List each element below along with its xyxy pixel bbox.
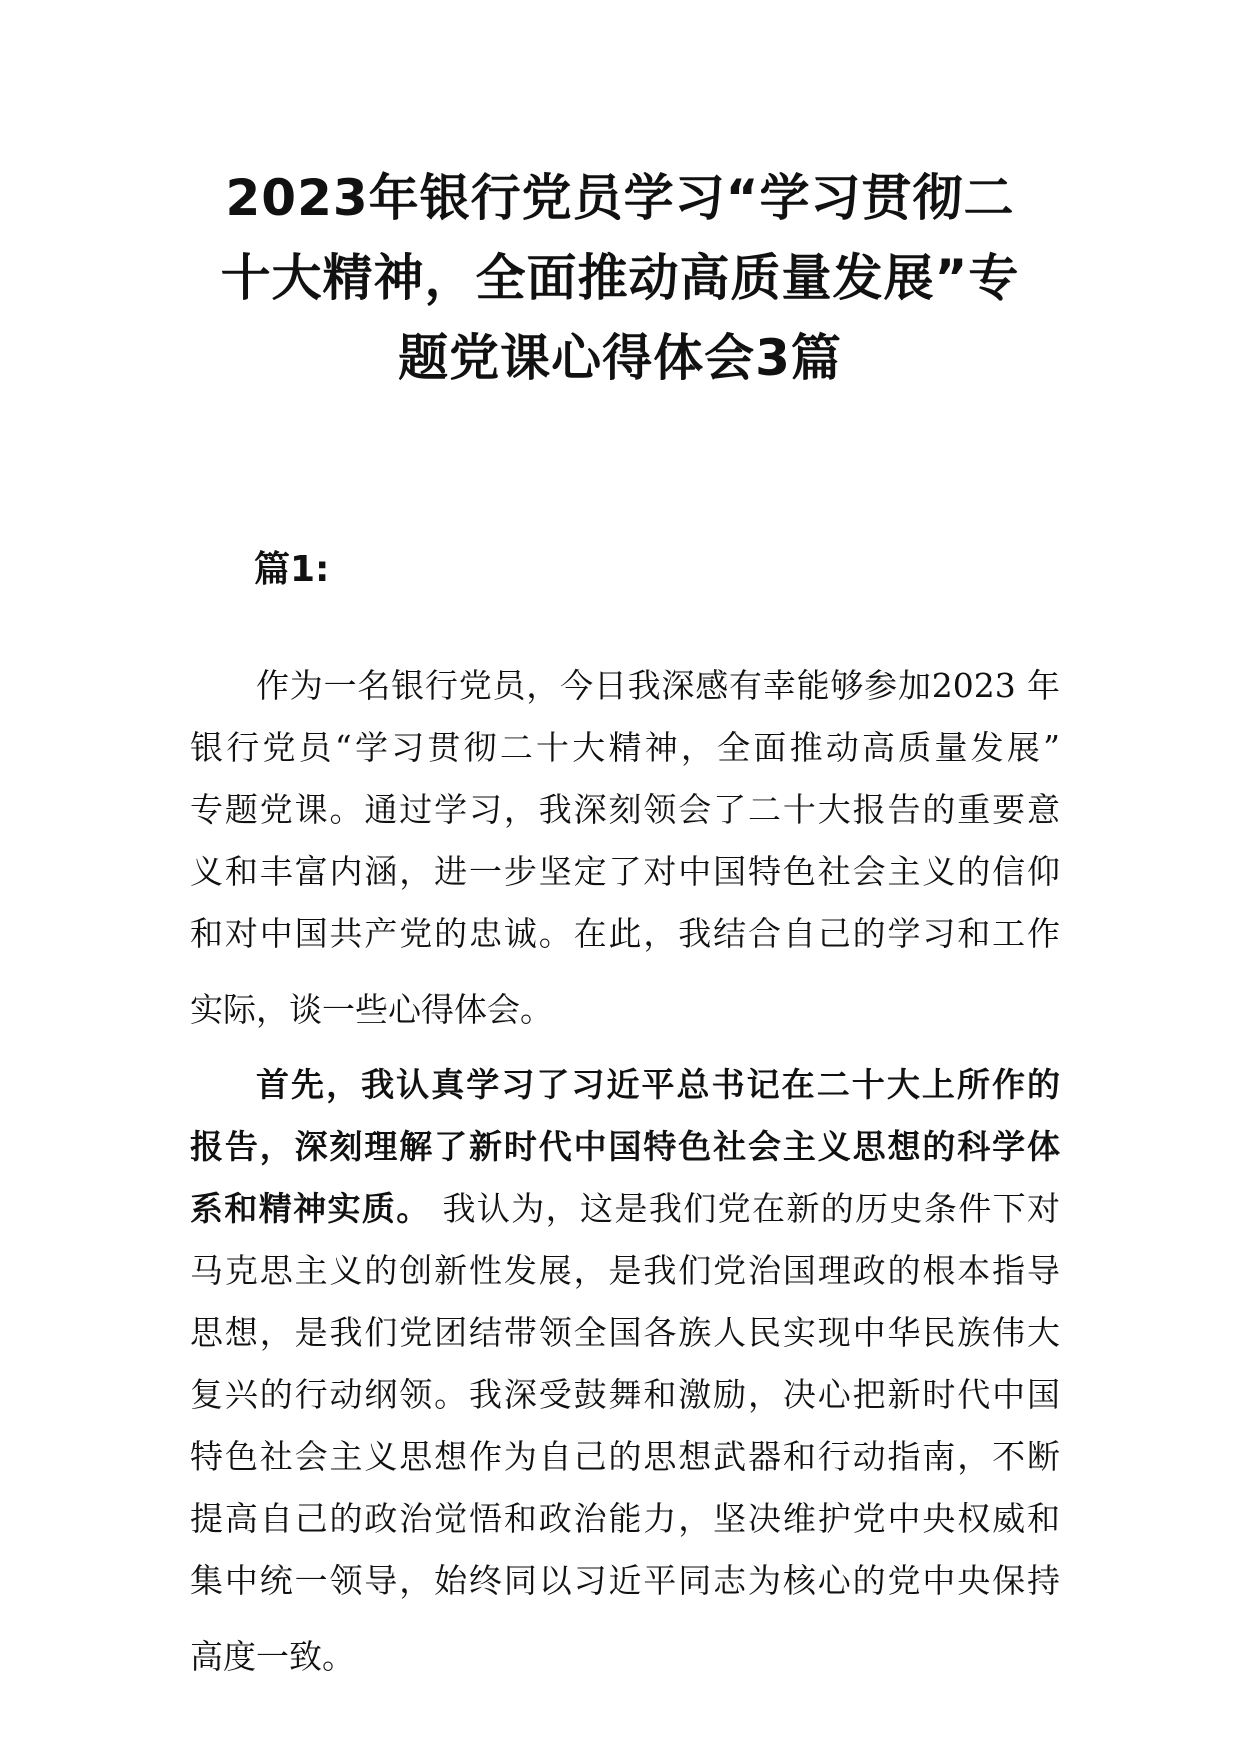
title-line: 题党课心得体会3篇 — [398, 329, 842, 387]
paragraph-line: 复兴的行动纲领。我深受鼓舞和激励，决心把新时代中国 — [190, 1375, 1060, 1414]
paragraph-line: 提高自己的政治觉悟和政治能力，坚决维护党中央权威和 — [190, 1499, 1060, 1538]
paragraph-line: 作为一名银行党员，今日我深感有幸能够参加2023 年 — [256, 666, 1060, 705]
paragraph-line — [190, 1116, 1060, 1178]
bold-lead-text: 系和精神实质。 — [190, 1189, 431, 1228]
section-heading: 篇1: — [254, 549, 330, 590]
paragraph-line: 专题党课。通过学习，我深刻领会了二十大报告的重要意 — [190, 790, 1060, 829]
paragraph-line: 马克思主义的创新性发展，是我们党治国理政的根本指导 — [190, 1251, 1060, 1290]
paragraph-line: 银行党员“学习贯彻二十大精神，全面推动高质量发展” — [190, 728, 1060, 767]
paragraph-line: 集中统一领导，始终同以习近平同志为核心的党中央保持 — [190, 1561, 1060, 1600]
paragraph-text: 我认为，这是我们党在新的历史条件下对 — [430, 1189, 1061, 1228]
paragraph-line: 义和丰富内涵，进一步坚定了对中国特色社会主义的信仰 — [190, 852, 1060, 891]
paragraph-line: 和对中国共产党的忠诚。在此，我结合自己的学习和工作 — [190, 914, 1060, 953]
paragraph-line — [190, 1178, 1060, 1240]
paragraph-line: 思想，是我们党团结带领全国各族人民实现中华民族伟大 — [190, 1313, 1060, 1352]
paragraph-2 — [190, 1054, 1060, 1688]
title-line: 十大精神，全面推动高质量发展”专 — [220, 249, 1020, 307]
paragraph-line: 特色社会主义思想作为自己的思想武器和行动指南，不断 — [190, 1437, 1060, 1476]
paragraph-line — [190, 1054, 1060, 1116]
paragraph-1 — [190, 655, 1060, 1041]
document-title — [180, 158, 1060, 398]
paragraph-line: 实际，谈一些心得体会。 — [190, 990, 553, 1029]
title-line: 2023年银行党员学习“学习贯彻二 — [225, 169, 1015, 227]
paragraph-line: 高度一致。 — [190, 1637, 355, 1676]
bold-lead-text: 报告，深刻理解了新时代中国特色社会主义思想的科学体 — [190, 1127, 1060, 1166]
bold-lead-text: 首先，我认真学习了习近平总书记在二十大上所作的 — [256, 1065, 1060, 1104]
